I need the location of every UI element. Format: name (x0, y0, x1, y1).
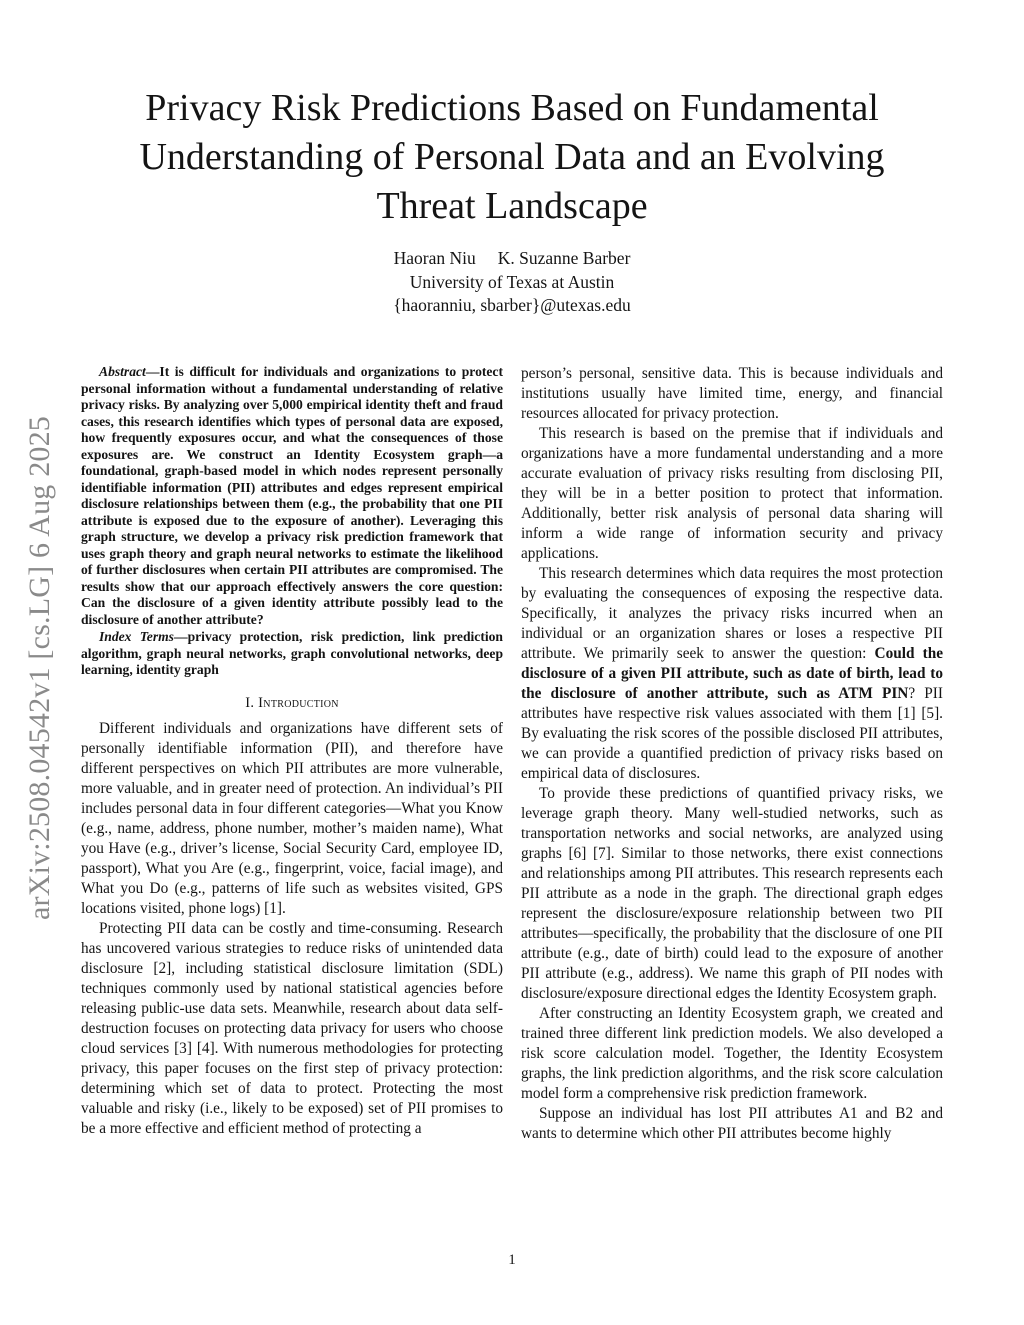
author-email: {haoranniu, sbarber}@utexas.edu (393, 295, 631, 315)
abstract-text: —It is difficult for individuals and organizations to protect personal information without a fundamental understanding of relative privacy risks. By analyzing over 5,000 empirical identity theft and fraud cases, this research identifies which types of personal data are exposed, how frequently exposures occur, and what the consequences of those exposures are. We construct an Identity Ecosystem graph—a foundational, graph-based model in which nodes represent personally identifiable information (PII) attributes and edges represent empirical disclosure relationships between them (e.g., the probability that one PII attribute is exposed due to the exposure of another). Leveraging this graph structure, we develop a privacy risk prediction framework that uses graph theory and graph neural networks to estimate the likelihood of further disclosures when certain PII attributes are compromised. The results show that our approach effectively answers the core question: Can the disclosure of a given identity attribute possibly lead to the disclosure of another attribute? (81, 364, 503, 627)
right-column (521, 364, 943, 1144)
left-column (81, 364, 503, 1139)
body-paragraph (521, 564, 943, 784)
title-line: Threat Landscape (376, 185, 648, 227)
author-name: Haoran Niu (393, 248, 476, 268)
body-paragraph: person’s personal, sensitive data. This is because individuals and institutions usually have limited time, energy, and financial resources allocated for privacy protection. (521, 365, 943, 422)
page-number: 1 (508, 1252, 516, 1268)
arxiv-identifier-stamp (4, 375, 76, 960)
section-heading: I. Introduction (245, 694, 339, 711)
author-block (80, 247, 944, 318)
index-terms-text: —privacy protection, risk prediction, link prediction algorithm, graph neural networks, graph convolutional networks, deep learning, identity graph (81, 629, 503, 677)
paper-title (80, 84, 944, 231)
research-question: Could the disclosure of a given PII attribute, such as date of birth, lead to the disclosure of another attribute, such as ATM PIN (521, 645, 943, 702)
index-terms (81, 629, 503, 679)
title-line: Understanding of Personal Data and an Evolving (139, 136, 885, 178)
abstract-label: Abstract (99, 364, 146, 379)
body-paragraph: To provide these predictions of quantified privacy risks, we leverage graph theory. Many well-studied networks, such as transportation networks and social networks, are analyzed using graphs [6] [7]. Similar to those networks, there exist connections and relationships among PII attributes. This research represents each PII attribute as a node in the graph. The directional graph edges represent the disclosure/exposure relationship between two PII attributes—specifically, the probability that the disclosure of one PII attribute (e.g., date of birth) could lead to the exposure of another PII attribute (e.g., address). We name this graph of PII nodes with disclosure/exposure directional edges the Identity Ecosystem graph. (521, 785, 943, 1002)
paragraph-text: This research determines which data requires the most protection by evaluating the consequences of exposing the respective data. Specifically, it analyzes the privacy risks incurred when an individual or an organization shares or loses a respective PII attribute. We primarily seek to answer the question: (521, 565, 943, 662)
body-paragraph: Different individuals and organizations have different sets of personally identifiable information (PII), and therefore have different perspectives on which PII attributes are more vulnerable, more valuable, and in greater need of protection. An individual’s PII includes personal data in four different categories—What you Know (e.g., name, address, phone number, mother’s maiden name), What you Have (e.g., driver’s license, Social Security Card, employee ID, passport), What you Are (e.g., fingerprint, voice, facial image), and What you Do (e.g., patterns of life such as websites visited, GPS locations visited, phone logs) [1]. (81, 719, 503, 917)
abstract (81, 364, 503, 628)
author-names (80, 247, 944, 271)
index-terms-label: Index Terms (99, 629, 174, 644)
paragraph-text: ? PII attributes have respective risk values associated with them [1] [5]. By evaluating the risk scores of the possible disclosed PII attributes, we can provide a quantified prediction of privacy risks based on empirical data of disclosures. (521, 685, 943, 782)
body-paragraph: After constructing an Identity Ecosystem graph, we created and trained three different link prediction models. We also developed a risk score calculation model. Together, the Identity Ecosystem graphs, the link prediction algorithms, and the risk score calculation model form a comprehensive risk prediction framework. (521, 1005, 943, 1102)
body-paragraph: This research is based on the premise that if individuals and organizations have a more fundamental understanding and a more accurate evaluation of privacy risks resulting from disclosing PII, they will be in a better position to protect that information. Additionally, better risk analysis of personal data sharing will inform a wide range of information security and privacy applications. (521, 425, 943, 562)
arxiv-identifier-text: arXiv:2508.04542v1 [cs.LG] 6 Aug 2025 (23, 415, 57, 920)
body-paragraph: Protecting PII data can be costly and time-consuming. Research has uncovered various strategies to reduce risks of unintended data disclosure [2], including statistical disclosure limitation (SDL) techniques commonly used by national statistical agencies before releasing public-use data sets. Meanwhile, research about data self-destruction focuses on protecting data privacy for users who choose cloud services [3] [4]. With numerous methodologies for protecting privacy, this paper focuses on the first step of privacy protection: determining which set of data to protect. Protecting the most valuable and risky (i.e., likely to be exposed) set of PII promises to be a more effective and efficient method of protecting a (81, 919, 503, 1137)
author-name: K. Suzanne Barber (497, 248, 631, 268)
body-paragraph: Suppose an individual has lost PII attributes A1 and B2 and wants to determine which other PII attributes become highly (521, 1105, 943, 1142)
title-line: Privacy Risk Predictions Based on Fundamental (145, 87, 879, 129)
author-affiliation: University of Texas at Austin (409, 271, 615, 292)
